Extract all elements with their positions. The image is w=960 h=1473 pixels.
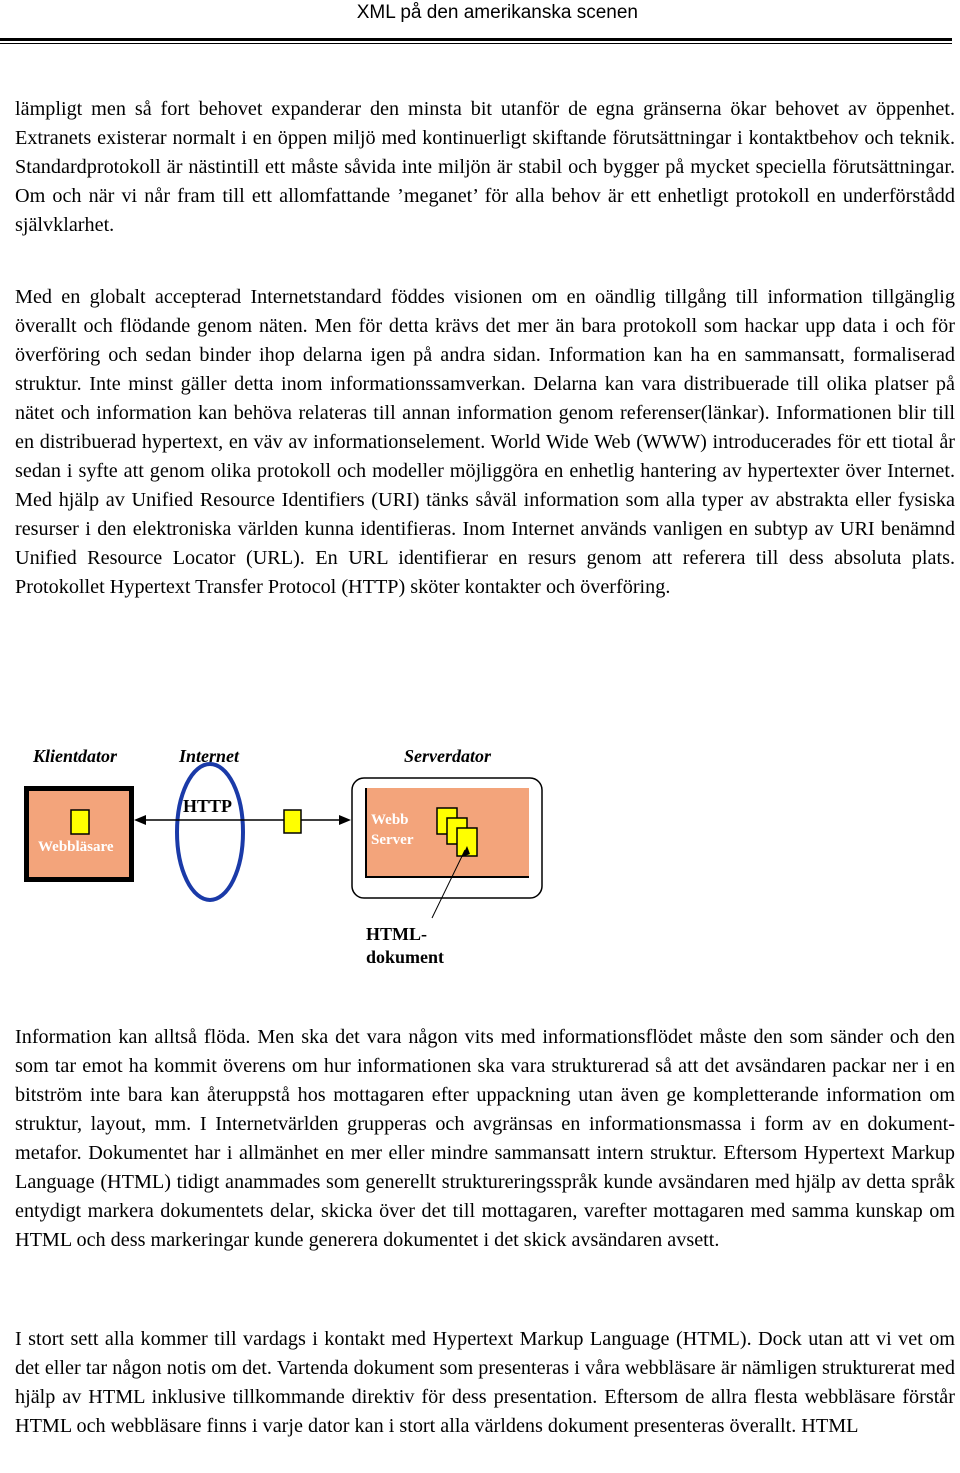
internet-label: Internet — [179, 746, 240, 766]
header-rule-thin — [0, 43, 952, 44]
browser-doc-icon — [71, 810, 89, 834]
header-title: XML på den amerikanska scenen — [356, 2, 638, 23]
paragraph: Med en globalt accepterad Internetstandard föddes visionen om en oändlig tillgång till information tillgänglig överallt och flödande genom näten. Men för detta krävs det mer än bara protokoll som hackar upp data i och för överföring och sedan binder ihop delarna igen på andra sidan. Information kan ha en sammansatt, formaliserad struktur. Inte minst gäller detta inom informationssamverkan. Delarna kan vara distribuerade till olika platser på nätet och information kan behöva relateras till annan information genom referenser(länkar). Informationen blir till en distribuerad hypertext, en väv av informationselement. World Wide Web (WWW) introducerades för ett tiotal år sedan i syfte att genom olika protokoll och modeller möjliggöra en enhetlig hantering av hypertexter över Internet. Med hjälp av Unified Resource Identifiers (URI) tänks såväl information som alla typer av abstrakta eller fysiska resurser i den elektroniska världen kunna identifieras. Inom Internet används vanligen en subtyp av URI benämnd Unified Resource Locator (URL). En URL identifierar en resurs genom att referera till dess absoluta plats. Protokollet Hypertext Transfer Protocol (HTTP) sköter kontakter och överföring. — [15, 286, 955, 598]
client-label: Klientdator — [33, 746, 118, 766]
http-arrow-head-left — [134, 815, 146, 825]
http-arrow-head-right — [339, 815, 351, 825]
http-diagram — [0, 730, 960, 1000]
header-rule-thick — [0, 38, 952, 41]
server-label: Serverdator — [404, 746, 491, 766]
diagram-graphics — [0, 730, 960, 1000]
html-doc-label-2: dokument — [366, 947, 445, 967]
http-label: HTTP — [183, 796, 233, 816]
paragraph: Information kan alltså flöda. Men ska det vara någon vits med informationsflödet måste den som sänder och den som tar emot ha kommit överens om hur informationen ska vara strukturerad så att det avsändaren packar ner i en bitström inte bara kan återuppstå hos mottagaren efter uppackning utan även ge kompletterande information om struktur, layout, mm. I Internetvärlden grupperas och avgränsas en informationsmassa i form av en dokument-metafor. Dokumentet har i allmänhet en mer eller mindre sammansatt intern struktur. Eftersom Hypertext Markup Language (HTML) tidigt anammades som generellt struktureringsspråk kunde avsändaren med hjälp av detta språk entydigt markera dokumentets delar, skicka över det till mottagaren, varefter mottagaren med samma kunskap om HTML och dess markeringar kunde generera dokumentet i det skick avsändaren avsett. — [15, 1026, 955, 1251]
html-doc-label-1: HTML- — [366, 924, 427, 944]
transport-doc-icon — [284, 810, 301, 833]
internet-ellipse — [177, 764, 243, 900]
webserver-label-2: Server — [371, 832, 414, 848]
browser-label: Webbläsare — [38, 839, 114, 855]
page-header — [0, 0, 960, 38]
webserver-label-1: Webb — [371, 812, 409, 828]
paragraph: I stort sett alla kommer till vardags i kontakt med Hypertext Markup Language (HTML). Dock utan att vi vet om det eller tar någon notis om det. Vartenda dokument som presenteras i våra webbläsare är nämligen strukturerat med hjälp av HTML inklusive tillkommande direktiv för dess presentation. Eftersom de allra flesta webbläsare förstår HTML och webbläsare finns i varje dator kan i stort alla världens dokument presenteras överallt. HTML — [15, 1328, 955, 1437]
paragraph: lämpligt men så fort behovet expanderar den minsta bit utanför de egna gränserna ökar behovet av öppenhet. Extranets existerar normalt i en öppen miljö med kontinuerligt skiftande förutsättningar i kontaktbehov och teknik. Standardprotokoll är nästintill ett måste såvida inte miljön är stabil och bygger på mycket speciella förutsättningar. Om och när vi når fram till ett allomfattande ’meganet’ för alla behov är ett enhetligt protokoll en underförstådd självklarhet. — [15, 98, 955, 236]
